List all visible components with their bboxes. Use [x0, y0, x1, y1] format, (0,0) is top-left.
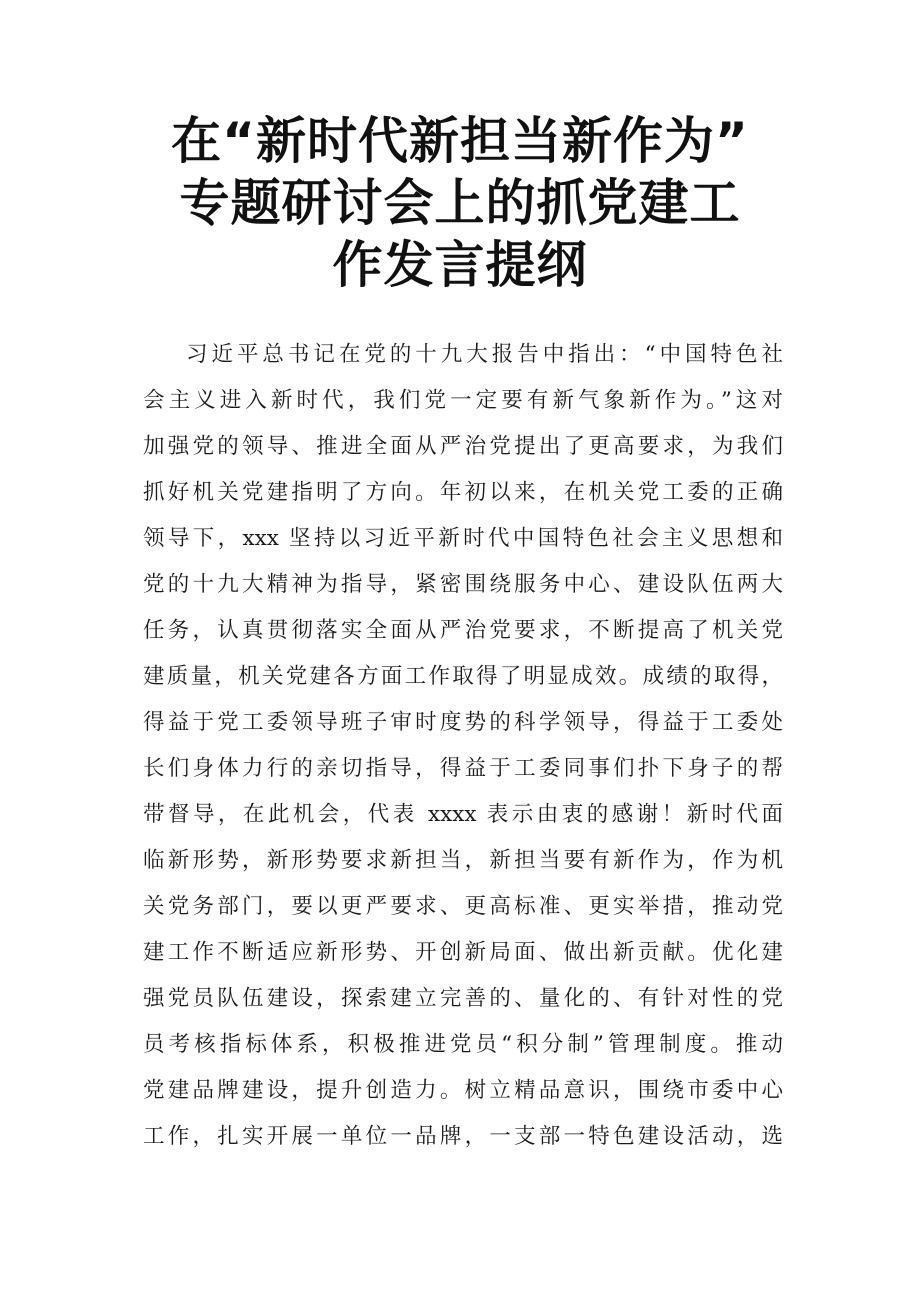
body-line: 党建品牌建设，提升创造力。树立精品意识，围绕市委中心	[143, 1078, 783, 1103]
body-line: 长们身体力行的亲切指导，得益于工委同事们扑下身子的帮	[143, 756, 783, 781]
body-line: 会主义进入新时代，我们党一定要有新气象新作为。”这对	[143, 388, 783, 413]
body-line: 员考核指标体系，积极推进党员“积分制”管理制度。推动	[143, 1032, 783, 1057]
document-title	[110, 110, 810, 296]
body-line: 带督导，在此机会，代表 xxxx 表示由衷的感谢！新时代面	[143, 802, 783, 827]
body-line: 强党员队伍建设，探索建立完善的、量化的、有针对性的党	[143, 986, 783, 1011]
body-line: 建工作不断适应新形势、开创新局面、做出新贡献。优化建	[143, 940, 783, 965]
body-line: 工作，扎实开展一单位一品牌，一支部一特色建设活动，选	[143, 1124, 783, 1149]
title-line-1: 在“新时代新担当新作为”	[171, 112, 749, 170]
document-body	[143, 332, 783, 1160]
body-line: 得益于党工委领导班子审时度势的科学领导，得益于工委处	[143, 710, 783, 735]
body-line: 领导下，xxx 坚持以习近平新时代中国特色社会主义思想和	[143, 526, 783, 551]
body-line: 临新形势，新形势要求新担当，新担当要有新作为，作为机	[143, 848, 783, 873]
body-line: 加强党的领导、推进全面从严治党提出了更高要求，为我们	[143, 434, 783, 459]
body-line: 抓好机关党建指明了方向。年初以来，在机关党工委的正确	[143, 480, 783, 505]
title-line-2: 专题研讨会上的抓党建工	[179, 174, 741, 232]
body-line: 习近平总书记在党的十九大报告中指出：“中国特色社	[186, 342, 783, 367]
body-line: 建质量，机关党建各方面工作取得了明显成效。成绩的取得，	[143, 664, 783, 689]
body-line: 任务，认真贯彻落实全面从严治党要求，不断提高了机关党	[143, 618, 783, 643]
title-line-3: 作发言提纲	[332, 236, 588, 294]
body-line: 关党务部门，要以更严要求、更高标准、更实举措，推动党	[143, 894, 783, 919]
body-line: 党的十九大精神为指导，紧密围绕服务中心、建设队伍两大	[143, 572, 783, 597]
